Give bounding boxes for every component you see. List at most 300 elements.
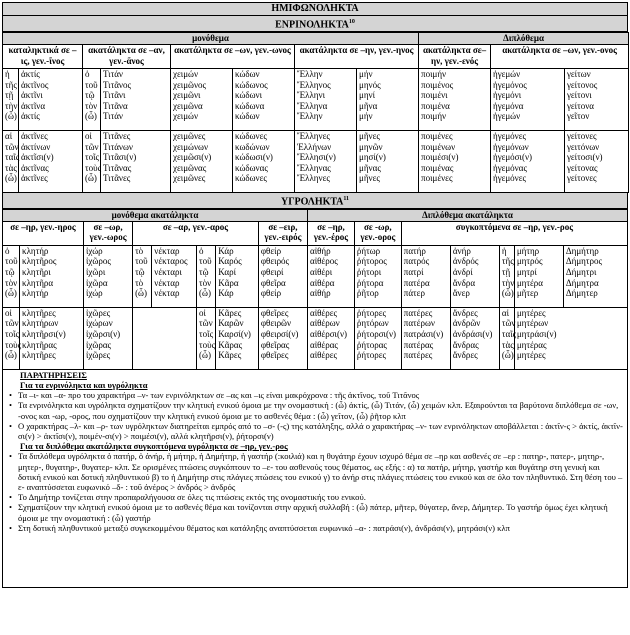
note-item: • Τα διπλόθεμα υγρόληκτα ὁ πατήρ, ὁ ἀνήρ, ἡ μήτηρ, ἡ Δημήτηρ, ἡ γαστήρ (:κοιλιά) και η θυγάτηρ έχουν ισχυρό θέμα σε –ηρ και ασθενές σε –ερ : πατηρ-, πατερ-, μητηρ-, μητερ-, θυγατηρ-, θυγατερ- κλπ. Σε ορισμένες πτώσεις συγκόπτουν το –ε- του ασθενούς τους θέματος, ως εξής : α) τα πατήρ, μήτηρ, γαστήρ και θυγάτηρ στη γενική και δοτική ενικού και δοτική πληθυντικού β) το ἡ Δημήτηρ στις πλάγιες πτώσεις του ενικού γ) το ἀνήρ στις πλάγιες πτώσεις του ενικού και σε όλο τον πληθυντικό. Στη θέση του –ε- αναπτύσσεται ευφωνικό –δ- : τοῦ ἀνέρος > ἀνδρός > ἀνδρός [18,451,624,492]
cell-line: ἡ [5,68,10,79]
cell-line: μητρί [516,267,537,278]
cell-line: μηνῶν [359,141,383,152]
cell-line: αἰθέρα [309,277,335,288]
cell-line: μήτηρ [516,245,540,256]
cell-line: φθεῖρες [260,307,289,318]
nasal-cell [19,130,83,192]
cell-line: Τιτᾶνι [103,90,126,101]
cell-line: ἄνδρας [452,339,479,350]
cell-line: τοὺς [199,339,216,350]
cell-line: ἀκτῖνες [21,130,48,141]
cell-line: ἀκτῖσι(ν) [21,152,54,163]
cell-line: πάτερ [403,288,425,299]
cell-line: οἱ [199,307,206,318]
liquid-cell [401,245,450,307]
cell-line: μῆνα [359,100,378,111]
cell-line: μητέρων [516,318,549,329]
cell-line: Κᾶρα [218,277,239,288]
cell-line: πατέρες [403,307,433,318]
cell-line: Καρί [218,267,237,278]
liquid-cell [354,307,401,369]
nasal-footnote: 10 [348,19,355,25]
cell-line: (ὦ) [5,350,17,361]
cell-line: χειμών [173,68,199,79]
cell-line: ποιμένας [421,162,454,173]
nasal-group-di: Διπλόθεμα [419,33,629,45]
cell-line: Δημήτηρ [565,245,599,256]
notes-title: ΠΑΡΑΤΗΡΗΣΕΙΣ [20,369,87,380]
nasal-title [2,15,628,32]
cell-line: Καρός [218,256,242,267]
cell-line: κώδωνι [235,90,263,101]
cell-line: ὁ [5,245,10,256]
cell-line: χειμῶνες [173,173,206,184]
cell-line: ὁ [199,245,204,256]
main-title [2,2,628,15]
cell-line: τοῖς [5,329,20,340]
cell-line: ῥήτορι [356,267,382,278]
liquid-cell-empty [133,307,197,369]
notes-heading-1: Για τα ενρινόληκτα και υγρόληκτα [20,380,148,391]
cell-line: Ἑλλήνων [297,141,332,152]
cell-line: ἡγεμόνες [493,130,527,141]
nasal-cell [357,130,419,192]
cell-line: τῇ [5,90,14,101]
cell-line: Κᾶρας [218,339,243,350]
cell-line: ἀκτῖνος [21,79,49,90]
cell-line: ποιμένα [421,100,450,111]
article-cell [3,130,19,192]
cell-line: ποιμένες [421,130,453,141]
article-cell [83,68,101,130]
nasal-cell [565,68,629,130]
article-cell [3,68,19,130]
nasal-cell [357,68,419,130]
cell-line: ῥήτορας [356,339,387,350]
liquid-cell [354,245,401,307]
cell-line: αἰθέρας [309,339,338,350]
liquid-cell [401,307,450,369]
cell-line: οἱ [5,307,12,318]
cell-line: τοῦ [135,256,148,267]
cell-line: αἰθέρσι(ν) [309,329,348,340]
cell-line: ἡγεμόνες [493,173,527,184]
cell-line: πατέρας [403,339,434,350]
liquid-table [2,209,628,370]
cell-line: (ὦ) [85,173,97,184]
cell-line: (ὦ) [85,111,97,122]
nasal-cell [101,130,171,192]
cell-line: τῷ [85,90,95,101]
cell-line: ἄνδρα [452,277,476,288]
cell-line: τῆς [501,256,514,267]
cell-line: τοῦ [5,256,18,267]
cell-line: Τιτάν [103,68,124,79]
cell-line: νέκταρ [154,277,180,288]
notes-section [2,370,628,588]
cell-line: πατέρες [403,350,433,361]
cell-line: ἡγεμόσι(ν) [493,152,533,163]
cell-line: κώδωσι(ν) [235,152,273,163]
cell-line: Κάρ [218,245,234,256]
liquid-cell [514,307,627,369]
cell-line: χειμῶνι [173,90,201,101]
cell-line: γείτονος [567,79,598,90]
cell-line: χειμῶνες [173,130,206,141]
cell-line: Ἕλλησι(ν) [297,152,336,163]
cell-line: ῥήτορες [356,350,387,361]
article-cell [499,307,517,369]
cell-line: φθειρῶν [260,318,292,329]
cell-line: ἄνδρες [452,307,478,318]
cell-line: ἀκτίνων [21,141,51,152]
cell-line: ἰχῶρι [86,267,106,278]
cell-line: ἀκτῖνι [21,90,43,101]
cell-line: τῷ [135,267,145,278]
nasal-cell [295,68,357,130]
cell-line: μήν [359,111,373,122]
cell-line: ἰχῶρες [86,307,111,318]
cell-line: κλητῆρα [22,277,54,288]
article-cell [3,307,20,369]
liquid-cell [450,307,499,369]
liquid-col-2: σε –ωρ, γεν.-ωρος [84,221,133,245]
liquid-cell [450,245,499,307]
cell-line: ἰχῶρσι(ν) [86,329,121,340]
nasal-col-1: καταληκτικά σε –ις, γεν.-ῖνος [3,44,83,68]
nasal-col-4: ακατάληκτα σε –ην, γεν.-ηνος [295,44,419,68]
cell-line: μῆτερ [516,288,539,299]
note-item: • Τα ενρινόληκτα και υγρόληκτα σχηματίζουν την κλητική ενικού όμοια με την ονομαστική : (ὦ) ἀκτίς, (ὦ) Τιτάν, (ὦ) χειμών κλπ. Εξαιρούνται τα βαρύτονα διπλόθεμα σε -ων, -ονος και -ωρ, -ορος, που σχηματίζουν την κλητική ενικού όμοια με το ασθενές θέμα : (ὦ) γεῖτον, (ὦ) ῥῆτορ κλπ [18,400,624,420]
liquid-group-di: Διπλόθεμα ακατάληκτα [307,210,627,222]
cell-line: Ἕλληνος [297,79,331,90]
cell-line: κλητῆρες [22,350,56,361]
cell-line: φθειρός [260,256,290,267]
liquid-cell [307,307,354,369]
cell-line: γείτονα [567,100,594,111]
cell-line: Ἕλλην [297,111,323,122]
article-cell [83,130,101,192]
cell-line: ἡγεμόνα [493,100,524,111]
main-title-text: ΗΜΙΦΩΝΟΛΗΚΤΑ [271,3,359,14]
cell-line: ἰχῶρας [86,339,112,350]
cell-line: νέκταρ [154,245,180,256]
notes-list-2 [6,451,624,533]
cell-line: ἡ [501,245,507,256]
cell-line: τὸ [135,245,144,256]
cell-line: μηνός [359,79,381,90]
liquid-col-5: σε –ηρ, γεν.-έρος [307,221,354,245]
cell-line: Τιτᾶνα [103,100,128,111]
cell-line: αἰθήρ [309,245,331,256]
note-item: • Σχηματίζουν την κλητική ενικού όμοια με το ασθενές θέμα και τονίζονται στην αρχική συλλαβή : (ὦ) πάτερ, μῆτερ, θύγατερ, ἄνερ, Δήμητερ. Το γαστήρ όμως έχει κλητική όμοια με την ονομαστική : (ὦ) γαστήρ [18,502,624,522]
cell-line: κλητῆρος [22,256,57,267]
cell-line: αἰθέρων [309,318,340,329]
cell-line: χειμῶνα [173,100,203,111]
cell-line: ῥήτορος [356,256,387,267]
notes-heading-2: Για τα διπλόθεμα ακατάληκτα συγκοπτόμενα υγρόληκτα σε –ηρ, γεν.-ρος [20,441,288,452]
cell-line: ποιμένες [421,173,453,184]
liquid-cell [307,245,354,307]
cell-line: αἰθέρες [309,350,338,361]
cell-line: πατρί [403,267,424,278]
nasal-plural-row [3,130,629,192]
cell-line: χειμώνων [173,141,209,152]
article-cell [197,307,216,369]
cell-line: αἰθέρος [309,256,338,267]
cell-line: γειτόνων [567,141,600,152]
cell-line: ἀκτῖνες [21,173,48,184]
cell-line: κώδωνος [235,79,268,90]
cell-line: τῇ [501,267,511,278]
cell-line: ἀκτῖνα [21,100,46,111]
liquid-singular-row [3,245,628,307]
cell-line: ἰχώρ [86,288,103,299]
cell-line: ἀνδρί [452,267,473,278]
cell-line: (ὦ) [5,173,17,184]
cell-line: Δήμητερ [565,288,598,299]
cell-line: Ἕλληνα [297,100,328,111]
cell-line: κλητῆρες [22,307,56,318]
cell-line: ἀνδράσι(ν) [452,329,493,340]
cell-line: ἰχῶρα [86,277,108,288]
cell-line: τοὺς [85,162,102,173]
cell-line: μηνί [359,90,376,101]
cell-line: Δήμητρι [565,267,597,278]
liquid-cell [152,245,197,307]
cell-line: Δήμητρος [565,256,603,267]
cell-line: Τιτᾶνας [103,162,132,173]
cell-line: ἀκτίς [21,111,40,122]
cell-line: κλητῆρας [22,339,57,350]
cell-line: τῷ [199,267,209,278]
notes-list-1 [6,390,624,441]
cell-line: φθεῖρα [260,277,286,288]
cell-line: γείτονας [567,162,598,173]
cell-line: Τιτᾶσι(ν) [103,152,137,163]
cell-line: Τιτᾶνες [103,173,131,184]
cell-line: ἡγεμών [493,68,521,79]
cell-line: Κᾶρες [218,350,242,361]
cell-line: ῥητόρων [356,318,389,329]
cell-line: ποιμήν [421,111,447,122]
nasal-cell [491,130,565,192]
cell-line: μητέρες [516,350,546,361]
cell-line: τὰς [501,339,514,350]
cell-line: ῥήτωρ [356,245,381,256]
cell-line: ῥῆτορ [356,288,379,299]
liquid-col-7: συγκοπτόμενα σε –ηρ, γεν.-ρος [401,221,627,245]
cell-line: κλητήρ [22,245,49,256]
cell-line: γείτονι [567,90,592,101]
cell-line: (ὦ) [199,350,211,361]
cell-line: ἡγεμόνας [493,162,528,173]
cell-line: Δήμητρα [565,277,599,288]
liquid-cell [84,307,133,369]
grammar-sheet [2,2,628,631]
cell-line: χειμῶνος [173,79,207,90]
cell-line: (ὦ) [5,288,17,299]
cell-line: κώδων [235,68,260,79]
cell-line: τὸν [199,277,212,288]
cell-line: ἄνδρες [452,350,478,361]
nasal-col-2: ακατάληκτα σε –αν, γεν.-ᾶνος [83,44,171,68]
cell-line: αἱ [501,307,510,318]
liquid-group-mono: μονόθεμα ακατάληκτα [3,210,308,222]
cell-line: ποιμένων [421,141,456,152]
cell-line: νέκταρος [154,256,188,267]
cell-line: κλητήρ [22,288,49,299]
cell-line: ὁ [85,68,90,79]
cell-line: τοῖς [85,152,100,163]
cell-line: μητέρας [516,339,547,350]
liquid-col-3: σε –αρ, γεν.-αρος [133,221,259,245]
cell-line: κώδωνες [235,173,267,184]
liquid-cell [563,245,627,307]
cell-line: Ἕλλην [297,68,323,79]
cell-line: τὸν [5,277,18,288]
cell-line: Κᾶρες [218,307,242,318]
cell-line: ἀνδρῶν [452,318,481,329]
cell-line: ἡγεμόνος [493,79,527,90]
cell-line: μησί(ν) [359,152,386,163]
cell-line: Τιτάνων [103,141,133,152]
nasal-table [2,32,629,193]
cell-line: ταῖς [501,329,517,340]
cell-line: ἰχώρ [86,245,103,256]
cell-line: οἱ [85,130,92,141]
cell-line: τοὺς [5,339,22,350]
cell-line: Ἕλληνας [297,162,331,173]
cell-line: τὸν [85,100,98,111]
nasal-cell [233,130,295,192]
cell-line: φθείρ [260,288,282,299]
cell-line: κλητῆρι [22,267,51,278]
cell-line: νέκταρ [154,288,180,299]
cell-line: μῆνες [359,130,380,141]
cell-line: κώδωνας [235,162,268,173]
cell-line: γείτων [567,68,591,79]
cell-line: αἰθέρες [309,307,338,318]
cell-line: ἰχῶρες [86,350,111,361]
cell-line: ῥήτορα [356,277,384,288]
cell-line: Τιτᾶνος [103,79,132,90]
cell-line: Καρσί(ν) [218,329,251,340]
cell-line: Ἕλληνες [297,130,330,141]
cell-line: ἀνήρ [452,245,471,256]
nasal-col-3: ακατάληκτα σε –ων, γεν.-ωνος [171,44,295,68]
liquid-col-1: σε –ηρ, γεν.-ηρος [3,221,84,245]
cell-line: μητράσι(ν) [516,329,557,340]
cell-line: μητέρα [516,277,543,288]
cell-line: ἀνδρός [452,256,479,267]
cell-line: τῆς [5,79,17,90]
cell-line: ῥήτορες [356,307,387,318]
cell-line: Κάρ [218,288,234,299]
cell-line: γείτοσι(ν) [567,152,603,163]
nasal-cell [419,130,491,192]
cell-line: φθεῖρες [260,350,289,361]
cell-line: Ἕλληνι [297,90,325,101]
cell-line: χειμῶνας [173,162,207,173]
liquid-cell [258,245,307,307]
cell-line: τῶν [199,318,213,329]
nasal-col-5: ακατάληκτα σε–ην, γεν.-ενός [419,44,491,68]
nasal-cell [19,68,83,130]
cell-line: Τιτᾶνες [103,130,131,141]
cell-line [135,308,194,319]
cell-line: ἰχώρων [86,318,113,329]
article-cell [133,245,152,307]
liquid-plural-row [3,307,628,369]
cell-line: μῆνας [359,162,381,173]
cell-line: ἀκτίς [21,68,40,79]
cell-line: ῥήτορσι(ν) [356,329,397,340]
liquid-cell [20,307,84,369]
cell-line: ἡγεμόνι [493,90,522,101]
liquid-cell [84,245,133,307]
cell-line: ἰχῶρος [86,256,111,267]
nasal-cell [171,130,233,192]
cell-line: τῶν [5,318,19,329]
cell-line: (ὦ) [501,350,514,361]
cell-line: μητρός [516,256,543,267]
cell-line: κωδώνων [235,141,270,152]
liquid-title [2,193,628,209]
liquid-cell [216,307,259,369]
liquid-col-6: σε -ωρ, γεν.-ορος [354,221,401,245]
cell-line: μήν [359,68,373,79]
nasal-col-6: ακατάληκτα σε –ων, γεν.-ονος [491,44,629,68]
cell-line: τοῦ [199,256,212,267]
note-item: • Στη δοτική πληθυντικού μεταξύ συγκεκομμένου θέματος και κατάληξης αναπτύσσεται ευφωνικό –α- : πατράσι(ν), ἀνδράσι(ν), μητράσι(ν) κλπ [18,523,624,533]
cell-line: γείτονες [567,130,597,141]
cell-line: φθείρ [260,245,282,256]
cell-line: κώδων [235,111,260,122]
cell-line: ἡγεμόνων [493,141,529,152]
cell-line: φθειρσί(ν) [260,329,299,340]
nasal-cell [491,68,565,130]
cell-line: πατρός [403,256,430,267]
cell-line: ἄνερ [452,288,470,299]
liquid-cell [20,245,84,307]
cell-line: μῆνες [359,173,380,184]
cell-line: (ὦ) [199,288,211,299]
nasal-cell [565,130,629,192]
cell-line: αἰθέρι [309,267,333,278]
liquid-cell [216,245,259,307]
article-cell [499,245,514,307]
cell-line: τοῖς [199,329,214,340]
liquid-cell [514,245,563,307]
cell-line: ἡγεμών [493,111,521,122]
cell-line: Καρῶν [218,318,244,329]
article-cell [3,245,20,307]
cell-line: γεῖτον [567,111,590,122]
cell-line: τὸ [135,277,144,288]
nasal-group-mono: μονόθεμα [3,33,419,45]
liquid-cell [258,307,307,369]
cell-line: αἱ [5,130,13,141]
cell-line: ποιμέσι(ν) [421,152,459,163]
cell-line: ταῖς [5,152,20,163]
cell-line: τὰς [5,162,17,173]
cell-line: (ὦ) [501,288,514,299]
cell-line: κώδωνες [235,130,267,141]
cell-line: (ὦ) [5,111,17,122]
cell-line: τῶν [5,141,19,152]
note-item: • Τα –ι- και –α- προ του χαρακτήρα –ν- των ενρινόληκτων σε –ας και –ις είναι μακρόχρονα : τῆς ἀκτῖνος, τοῦ Τιτᾶνος [18,390,624,400]
